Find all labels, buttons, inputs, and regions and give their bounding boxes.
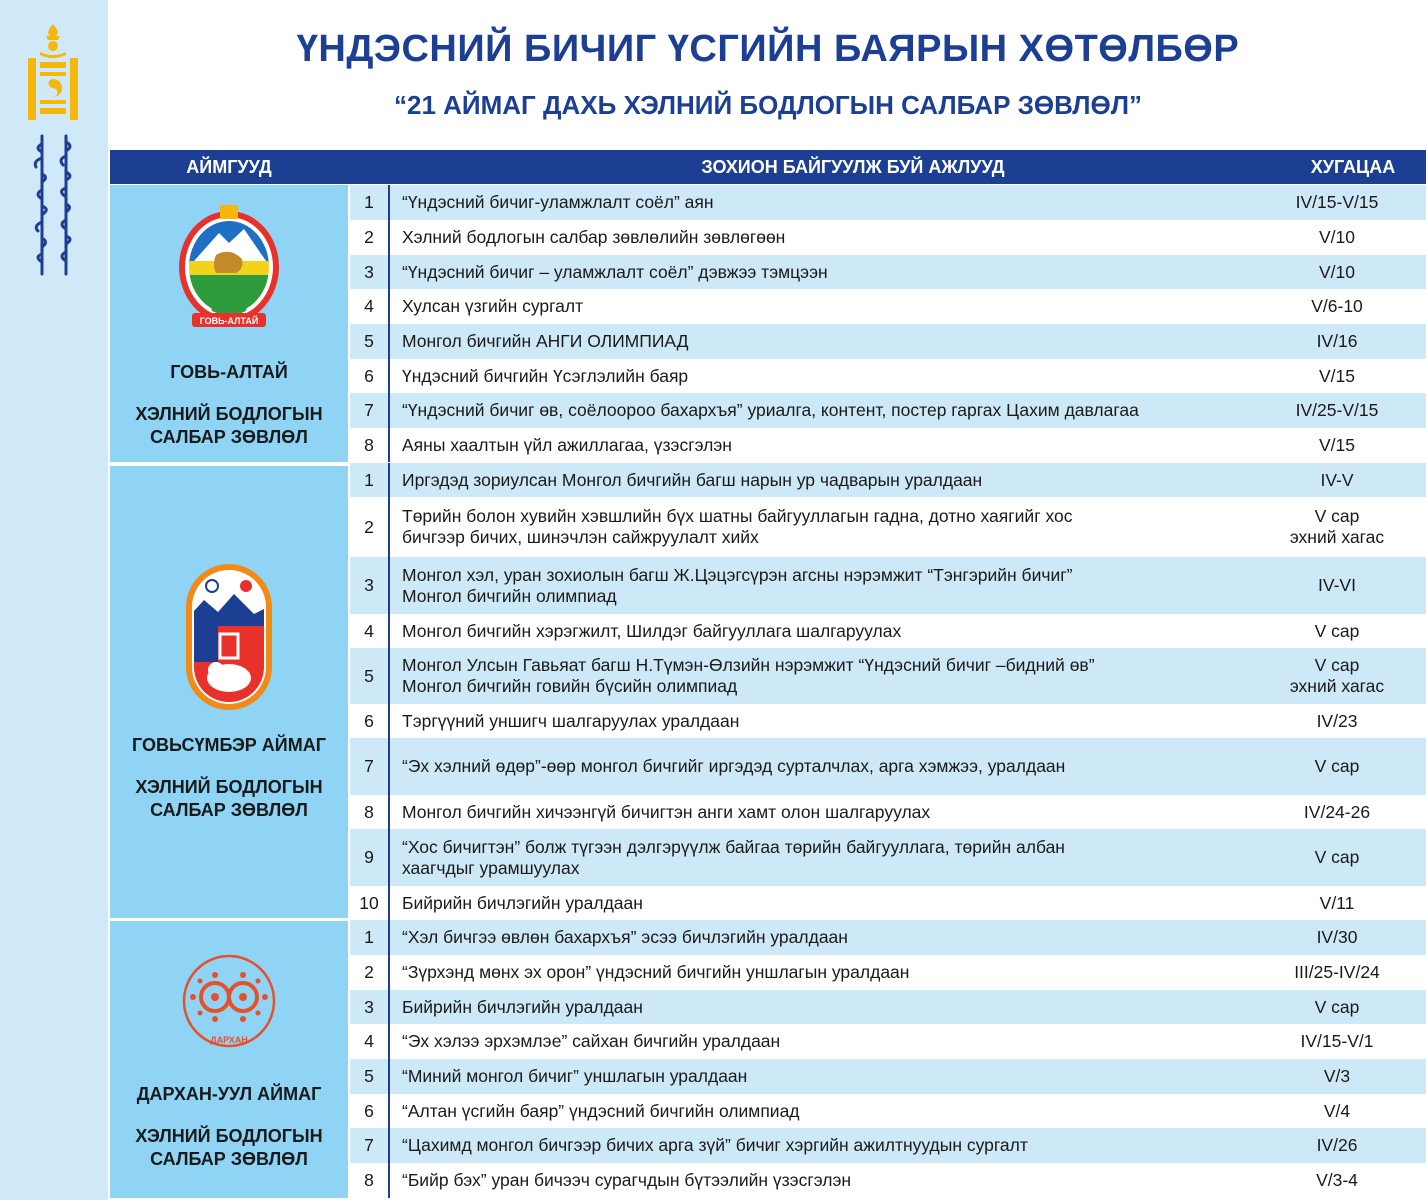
row-activity (402, 393, 1262, 428)
row-date-text: V/4 (1323, 1100, 1351, 1121)
row-date (1264, 393, 1410, 428)
region-govi-altai (110, 185, 348, 462)
row-date-text: IV/26 (1316, 1135, 1358, 1155)
table-row (350, 428, 1426, 462)
darkhan-emblem-icon (110, 951, 348, 1053)
row-date (1264, 648, 1410, 704)
row-date-text: IV-V (1320, 469, 1354, 490)
page-subtitle: “21 АЙМАГ ДАХЬ ХЭЛНИЙ БОДЛОГЫН САЛБАР ЗӨВЛӨЛ” (394, 90, 1142, 120)
table-row (350, 1128, 1426, 1163)
row-date (1264, 614, 1410, 648)
row-number: 8 (350, 428, 390, 462)
row-date (1264, 920, 1410, 955)
row-number: 7 (350, 393, 390, 428)
row-activity (402, 185, 1262, 220)
region-name: ГОВЬСҮМБЭР АЙМАГ (132, 735, 326, 755)
row-number: 7 (350, 738, 390, 795)
table-row (350, 557, 1426, 614)
table-row (350, 738, 1426, 795)
row-date-text: IV/24-26 (1303, 801, 1371, 822)
table-row (350, 886, 1426, 920)
row-activity (402, 220, 1262, 255)
row-date (1264, 289, 1410, 324)
row-number: 3 (350, 557, 390, 614)
row-date-text: V сар эхний хагас (1289, 506, 1385, 547)
row-activity (402, 1094, 1262, 1128)
table-row (350, 185, 1426, 220)
row-number: 1 (350, 185, 390, 220)
row-activity-text: Хэлний бодлогын салбар зөвлөлийн зөвлөгөөн (402, 227, 786, 247)
table-row (350, 1024, 1426, 1059)
table-row (350, 463, 1426, 497)
row-number: 7 (350, 1128, 390, 1163)
region-council: ХЭЛНИЙ БОДЛОГЫН САЛБАР ЗӨВЛӨЛ (135, 404, 323, 447)
row-date-text: IV/30 (1316, 927, 1358, 947)
row-activity-text: Бийрийн бичлэгийн уралдаан (402, 892, 643, 913)
row-date-text: IV/15-V/15 (1295, 192, 1379, 212)
row-activity-text: Тэргүүний уншигч шалгаруулах уралдаан (402, 710, 740, 731)
row-date-text: V/6-10 (1311, 296, 1363, 316)
row-date (1264, 359, 1410, 393)
row-date (1264, 185, 1410, 220)
table-row (350, 1163, 1426, 1198)
column-header-date: ХУГАЦАА (1310, 157, 1396, 177)
row-number: 5 (350, 648, 390, 704)
row-date (1264, 990, 1410, 1024)
row-date-text: IV/25-V/15 (1295, 400, 1379, 420)
row-date-text: III/25-IV/24 (1294, 962, 1380, 982)
table-row (350, 648, 1426, 704)
row-number: 3 (350, 990, 390, 1024)
row-activity-text: “Хэл бичгээ өвлөн бахархъя” эсээ бичлэгийн уралдаан (402, 927, 848, 947)
row-activity-text: “Миний монгол бичиг” уншлагын уралдаан (402, 1066, 748, 1086)
row-date (1264, 1094, 1410, 1128)
row-number: 8 (350, 1163, 390, 1198)
table-row (350, 220, 1426, 255)
table-row (350, 795, 1426, 829)
row-number: 1 (350, 920, 390, 955)
row-activity-text: “Эх хэлээ эрхэмлэе” сайхан бичгийн уралдаан (402, 1031, 781, 1051)
row-date-text: IV/23 (1316, 710, 1358, 731)
row-activity (402, 990, 1262, 1024)
row-date (1264, 1128, 1410, 1163)
row-date-text: V сар (1314, 756, 1360, 776)
region-council: ХЭЛНИЙ БОДЛОГЫН САЛБАР ЗӨВЛӨЛ (135, 777, 323, 820)
row-activity-text: “Хос бичигтэн” болж түгээн дэлгэрүүлж байгаа төрийн байгууллага, төрийн албан хаагчдыг урамшуулах (402, 836, 1065, 878)
table-row (350, 393, 1426, 428)
row-activity (402, 829, 1262, 886)
row-activity (402, 795, 1262, 829)
row-date-text: V/15 (1319, 365, 1355, 386)
column-header-region: АЙМГУУД (186, 157, 272, 177)
table-row (350, 497, 1426, 557)
table-row (350, 614, 1426, 648)
row-activity (402, 359, 1262, 393)
row-activity (402, 704, 1262, 738)
mongol-script-decoration (22, 130, 86, 280)
row-date (1264, 829, 1410, 886)
row-activity-text: “Алтан үсгийн баяр” үндэсний бичгийн олимпиад (402, 1100, 800, 1121)
region-council: ХЭЛНИЙ БОДЛОГЫН САЛБАР ЗӨВЛӨЛ (135, 1126, 323, 1169)
soyombo-icon (22, 22, 84, 122)
row-number: 3 (350, 255, 390, 289)
row-activity (402, 324, 1262, 359)
row-activity (402, 497, 1262, 557)
row-number: 2 (350, 220, 390, 255)
table-row (350, 324, 1426, 359)
table-row (350, 829, 1426, 886)
row-activity (402, 463, 1262, 497)
row-date-text: V сар эхний хагас (1289, 655, 1385, 696)
row-date (1264, 955, 1410, 990)
row-activity-text: “Үндэсний бичиг – уламжлалт соёл” дэвжээ тэмцээн (402, 261, 828, 282)
row-activity (402, 886, 1262, 920)
row-date-text: V/3-4 (1316, 1170, 1358, 1190)
row-date-text: V/10 (1319, 227, 1355, 247)
row-number: 5 (350, 1059, 390, 1094)
row-date (1264, 1163, 1410, 1198)
row-activity-text: Монгол Улсын Гавьяат багш Н.Түмэн-Өлзийн нэрэмжит “Үндэсний бичиг –бидний өв” Монгол бичгийн говийн бүсийн олимпиад (402, 655, 1095, 696)
row-date (1264, 738, 1410, 795)
row-activity-text: Аяны хаалтын үйл ажиллагаа, үзэсгэлэн (402, 434, 732, 455)
row-date-text: V сар (1314, 620, 1360, 641)
row-activity (402, 614, 1262, 648)
row-date-text: IV/16 (1316, 331, 1358, 351)
row-number: 6 (350, 704, 390, 738)
row-activity-text: Монгол бичгийн АНГИ ОЛИМПИАД (402, 331, 689, 351)
row-date (1264, 886, 1410, 920)
row-activity (402, 1059, 1262, 1094)
row-date (1264, 220, 1410, 255)
row-activity (402, 955, 1262, 990)
row-activity-text: “Үндэсний бичиг-уламжлалт соёл” аян (402, 192, 714, 212)
table-row (350, 920, 1426, 955)
row-activity-text: “Үндэсний бичиг өв, соёлоороо бахархъя” уриалга, контент, постер гаргах Цахим давлагаа (402, 400, 1139, 420)
row-date-text: V/10 (1319, 261, 1355, 282)
row-activity-text: Монгол бичгийн хичээнгүй бичигтэн анги хамт олон шалгаруулах (402, 801, 931, 822)
row-activity (402, 1163, 1262, 1198)
page-title: ҮНДЭСНИЙ БИЧИГ ҮСГИЙН БАЯРЫН ХӨТӨЛБӨР (296, 28, 1240, 70)
row-number: 2 (350, 497, 390, 557)
govi-altai-emblem-icon (110, 203, 348, 335)
row-date (1264, 704, 1410, 738)
row-date (1264, 557, 1410, 614)
row-date-text: V/15 (1319, 434, 1355, 455)
row-activity (402, 648, 1262, 704)
table-row (350, 289, 1426, 324)
row-activity (402, 428, 1262, 462)
row-activity-text: Үндэсний бичгийн Үсэглэлийн баяр (402, 365, 689, 386)
table-header (110, 150, 1426, 184)
row-activity (402, 920, 1262, 955)
govi-altai-emblem-text: ГОВЬ-АЛТАЙ (199, 316, 259, 326)
row-activity (402, 1128, 1262, 1163)
row-number: 2 (350, 955, 390, 990)
row-activity-text: “Цахимд монгол бичгээр бичих арга зүй” бичиг хэргийн ажилтнуудын сургалт (402, 1135, 1028, 1155)
row-activity (402, 557, 1262, 614)
row-number: 4 (350, 289, 390, 324)
row-activity-text: Хулсан үзгийн сургалт (402, 296, 584, 316)
row-activity-text: “Бийр бэх” уран бичээч сурагчдын бүтээлийн үзэсгэлэн (402, 1170, 852, 1190)
row-number: 4 (350, 1024, 390, 1059)
row-number: 5 (350, 324, 390, 359)
row-activity (402, 1024, 1262, 1059)
row-date-text: V сар (1314, 996, 1360, 1017)
table-row (350, 1059, 1426, 1094)
row-date (1264, 1059, 1410, 1094)
row-date (1264, 795, 1410, 829)
side-strip (0, 0, 108, 1200)
region-name: ДАРХАН-УУЛ АЙМАГ (136, 1084, 322, 1104)
row-activity-text: Монгол хэл, уран зохиолын багш Ж.Цэцэгсүрэн агсны нэрэмжит “Тэнгэрийн бичиг” Монгол бичгийн олимпиад (402, 564, 1073, 606)
table-row (350, 990, 1426, 1024)
darkhan-emblem-text: ДАРХАН (210, 1035, 248, 1045)
row-date (1264, 463, 1410, 497)
table-row (350, 955, 1426, 990)
row-date-text: V/11 (1319, 892, 1355, 913)
table-row (350, 1094, 1426, 1128)
row-activity (402, 255, 1262, 289)
region-name: ГОВЬ-АЛТАЙ (170, 362, 288, 382)
row-number: 1 (350, 463, 390, 497)
row-number: 6 (350, 1094, 390, 1128)
table-row (350, 255, 1426, 289)
row-date-text: V сар (1314, 847, 1360, 867)
row-activity-text: Иргэдэд зориулсан Монгол бичгийн багш нарын ур чадварын уралдаан (402, 469, 983, 490)
row-number: 8 (350, 795, 390, 829)
region-darkhan-uul (110, 921, 348, 1198)
column-header-activity: ЗОХИОН БАЙГУУЛЖ БУЙ АЖЛУУД (701, 157, 1005, 177)
row-date-text: IV/15-V/1 (1300, 1031, 1374, 1051)
row-activity-text: “Эх хэлний өдөр”-өөр монгол бичгийг иргэдэд сурталчлах, арга хэмжээ, уралдаан (402, 756, 1066, 776)
row-date (1264, 428, 1410, 462)
row-date-text: V/3 (1323, 1066, 1351, 1086)
govisumber-emblem-icon (110, 562, 348, 712)
row-activity-text: Монгол бичгийн хэрэгжилт, Шилдэг байгууллага шалгаруулах (402, 620, 902, 641)
row-activity (402, 289, 1262, 324)
row-date (1264, 497, 1410, 557)
row-date (1264, 1024, 1410, 1059)
row-activity-text: “Зүрхэнд мөнх эх орон” үндэсний бичгийн уншлагын уралдаан (402, 962, 910, 982)
table-row (350, 704, 1426, 738)
row-activity-text: Бийрийн бичлэгийн уралдаан (402, 996, 643, 1017)
row-number: 4 (350, 614, 390, 648)
row-activity (402, 738, 1262, 795)
row-date-text: IV-VI (1318, 575, 1356, 595)
row-number: 10 (350, 886, 390, 920)
row-number: 9 (350, 829, 390, 886)
row-activity-text: Төрийн болон хувийн хэвшлийн бүх шатны байгууллагын гадна, дотно хаягийг хос бичгээр бичих, шинэчлэн сайжруулалт хийх (402, 506, 1073, 547)
row-number: 6 (350, 359, 390, 393)
row-date (1264, 255, 1410, 289)
row-date (1264, 324, 1410, 359)
region-govisumber (110, 466, 348, 918)
table-row (350, 359, 1426, 393)
